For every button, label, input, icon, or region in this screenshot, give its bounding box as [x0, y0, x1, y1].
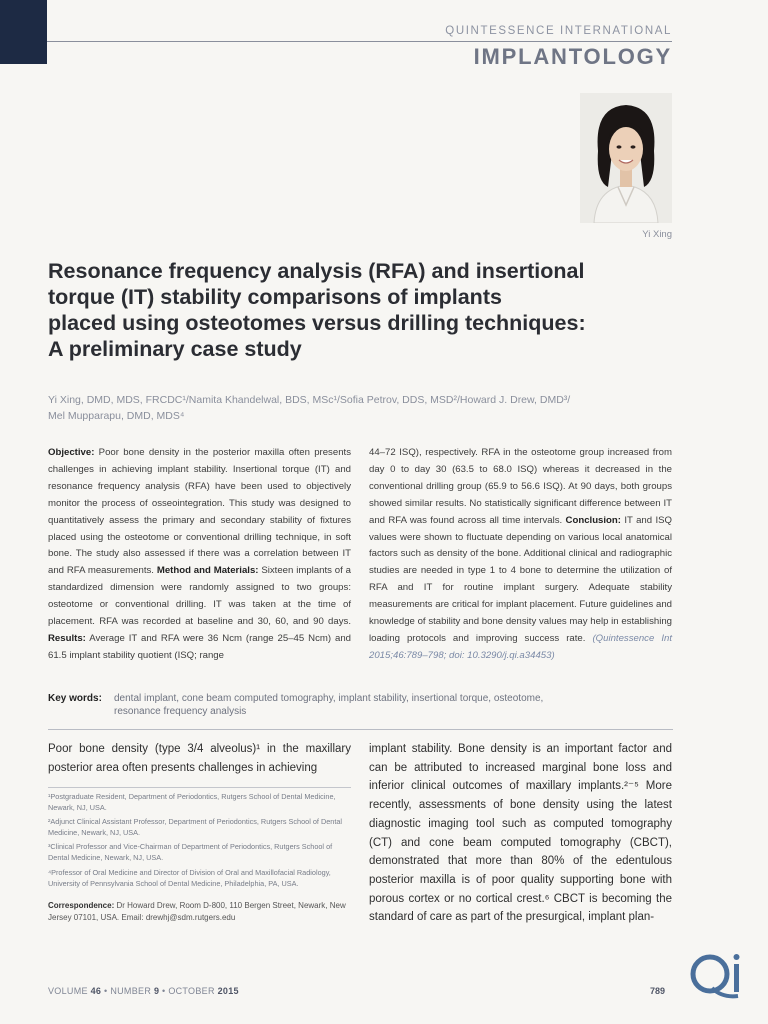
- keywords-label: Key words:: [48, 693, 102, 704]
- keywords: [48, 692, 688, 718]
- title-line-4: A preliminary case study: [48, 337, 302, 361]
- objective-label: Objective:: [48, 447, 95, 458]
- footnote-rule: [48, 787, 351, 788]
- body-left-column: Poor bone density (type 3/4 alveolus)¹ in the maxillary posterior area often presents challenges in achieving: [48, 743, 351, 774]
- photo-caption: Yi Xing: [642, 229, 672, 240]
- author-photo: [580, 93, 672, 223]
- results-text-continued: 44–72 ISQ), respectively. RFA in the osteotome group increased from day 0 to day 30 (63.5 to 68.0 ISQ) whereas it decreased in the conventional drilling group (65.9 to 56.6 ISQ). At 90 days, both groups showed similar results. No statistically significant difference between IT and RFA was found across all time intervals.: [369, 447, 672, 526]
- issue-number: 9: [153, 986, 160, 996]
- conclusion-text: IT and ISQ values were shown to fluctuate depending on various local anatomical factors such as density of the bone. Additional clinical and radiographic studies are needed in type 1 to 4 bone to determine the utilization of RFA and IT for routine implant surgery. Adequate stability measurements are critical for implant placement. Future guidelines and knowledge of stability and bone density values may help in establishing loading protocols and improving success rate.: [369, 514, 672, 644]
- header-rule: [47, 41, 672, 42]
- title-line-2: torque (IT) stability comparisons of implants: [48, 285, 502, 309]
- keywords-separator: [48, 729, 673, 730]
- keywords-line-1: dental implant, cone beam computed tomography, implant stability, insertional torque, osteotome,: [114, 693, 544, 704]
- results-label: Results:: [48, 632, 86, 644]
- methods-text: Sixteen implants of a standardized dimension were randomly assigned to two groups: osteotome or conventional drilling. IT was taken at the time of placement. RFA was recorded at baseline and 30, 60, and 90 days.: [48, 565, 351, 628]
- issue-info: [48, 986, 239, 996]
- correspondence: [48, 900, 351, 924]
- objective-text: Poor bone density in the posterior maxilla often presents challenges in achieving implant stability. Insertional torque (IT) and resonance frequency analysis (RFA) have been used to objectively monitor the process of osseointegration. This study was designed to quantitatively assess the primary and secondary stability of fixtures placed using the osteotome or conventional drilling technique, in soft bone. The study also assessed if there was a correlation between IT and RFA measurements.: [48, 447, 351, 577]
- footer-separator: •: [101, 986, 111, 996]
- methods-label: Method and Materials:: [156, 565, 259, 577]
- section-title: IMPLANTOLOGY: [473, 44, 672, 69]
- authors-line-2: Mel Mupparapu, DMD, MDS⁴: [48, 410, 185, 422]
- issue-month: OCTOBER: [168, 986, 215, 996]
- abstract-left-column: [48, 445, 351, 665]
- footnote-4: ⁴Professor of Oral Medicine and Director of Division of Oral and Maxillofacial Radiology, University of Pennsylvania School of Dental Medicine, Philadelphia, PA, USA.: [48, 868, 331, 888]
- article-title: [48, 258, 658, 362]
- footnote-3: ³Clinical Professor and Vice-Chairman of Department of Periodontics, Rutgers School of Dental Medicine, Newark, NJ, USA.: [48, 842, 333, 862]
- title-line-3: placed using osteotomes versus drilling techniques:: [48, 311, 586, 335]
- correspondence-text: Dr Howard Drew, Room D-800, 110 Bergen Street, Newark, New Jersey 07101, USA. Email: drewhj@sdm.rutgers.edu: [48, 901, 346, 922]
- qi-logo: [686, 948, 750, 1002]
- page-number: 789: [650, 986, 666, 996]
- correspondence-label: Correspondence:: [48, 901, 115, 910]
- conclusion-label: Conclusion:: [565, 514, 621, 526]
- author-list: [48, 392, 688, 424]
- volume-number: 46: [90, 986, 102, 996]
- body-right-column: implant stability. Bone density is an important factor and can be attributed to increased marginal bone loss and inferior clinical outcomes of maxillary implants.²⁻⁵ More recently, assessments of bone density using the latest diagnostic imaging tool such as computed tomography (CT) and cone beam computed tomography (CBCT), demonstrated that more than 80% of the edentulous posterior maxilla is of poor quality supporting bone with porous cortex or no cortical crest.⁶ CBCT is becoming the standard of care as part of the presurgical, implant plan-: [369, 743, 672, 924]
- results-text: Average IT and RFA were 36 Ncm (range 25–45 Ncm) and 61.5 implant stability quotient (ISQ; range: [48, 632, 351, 661]
- footer-separator: •: [159, 986, 169, 996]
- volume-label: VOLUME: [48, 986, 88, 996]
- number-label: NUMBER: [110, 986, 152, 996]
- title-line-1: Resonance frequency analysis (RFA) and insertional: [48, 259, 585, 283]
- authors-line-1: Yi Xing, DMD, MDS, FRCDC¹/Namita Khandelwal, BDS, MSc¹/Sofia Petrov, DDS, MSD²/Howard J. Drew, DMD³/: [48, 394, 571, 406]
- issue-year: 2015: [217, 986, 239, 996]
- footnote-2: ²Adjunct Clinical Assistant Professor, Department of Periodontics, Rutgers School of Dental Medicine, Newark, NJ, USA.: [48, 817, 343, 837]
- corner-block: [0, 0, 47, 64]
- footnote-1: ¹Postgraduate Resident, Department of Periodontics, Rutgers School of Dental Medicine, Newark, NJ, USA.: [48, 792, 336, 812]
- citation-link[interactable]: (Quintessence Int 2015;46:789–798; doi: 10.3290/j.qi.a34453): [369, 632, 672, 661]
- keywords-line-2: resonance frequency analysis: [114, 706, 247, 717]
- abstract-right-column: [369, 445, 672, 665]
- journal-name: QUINTESSENCE INTERNATIONAL: [445, 25, 672, 37]
